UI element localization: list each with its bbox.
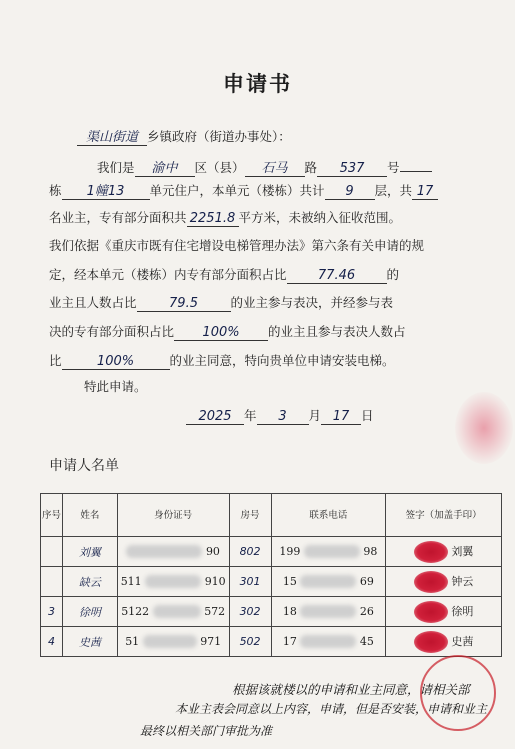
row-id: 51 971 [117,627,229,657]
row-room: 502 [229,627,271,657]
handwritten-note-2: 本业主表会同意以上内容，申请，但是否安装，申请和业主 [175,702,488,716]
row-seq: 3 [41,597,63,627]
addressee-line [77,128,291,146]
line8-suffix: 的业主同意，特向贵单位申请安装电梯。 [169,353,395,368]
header-seq: 序号 [41,494,63,537]
addressee-suffix: 乡镇政府（街道办事处）： [147,129,291,144]
line8-prefix: 比 [49,353,62,368]
row-phone: 18 26 [271,597,386,627]
ratio1-line [49,266,399,284]
building-line [49,182,438,200]
line6-suffix: 的业主参与表决，并经参与表 [230,295,394,310]
redaction [143,635,197,648]
line3-prefix: 名业主，专有部分面积共 [49,210,187,225]
official-seal-icon [420,655,496,731]
ratio2-value: 79.5 [137,295,231,312]
row-room: 302 [229,597,271,627]
date-year: 2025 [186,408,244,425]
line1-tail-blank [400,155,432,172]
district-value: 渝中 [135,160,195,177]
row-sign: 刘翼 [386,537,502,567]
row-phone: 17 45 [271,627,386,657]
line7-prefix: 决的专有部分面积占比 [49,324,175,339]
row-name: 史茜 [62,627,117,657]
row-seq [41,537,63,567]
line2-mid1: 单元住户，本单元（楼栋）共计 [149,183,325,198]
redaction [300,635,356,648]
applicants-heading: 申请人名单 [49,458,119,474]
row-room: 802 [229,537,271,567]
document-title: 申请书 [223,71,292,96]
regulation-line: 我们依据《重庆市既有住宅增设电梯管理办法》第六条有关申请的规 [49,238,425,253]
number-value: 537 [317,160,387,177]
redaction [126,545,202,558]
redaction [300,605,356,618]
row-sign: 钟云 [386,567,502,597]
address-line [97,155,432,177]
row-id: 511 910 [117,567,229,597]
handwritten-note-1: 根据该就楼以的申请和业主同意，请相关部 [232,682,470,697]
row-id: 90 [117,537,229,567]
area-line [49,209,401,227]
header-id: 身份证号 [117,494,229,537]
header-phone: 联系电话 [271,494,386,537]
redaction [304,545,360,558]
date-line [186,407,374,425]
line5-prefix: 定，经本单元（楼栋）内专有部分面积占比 [49,267,287,282]
thumbprint-icon [414,541,448,563]
line6-prefix: 业主且人数占比 [49,295,137,310]
thumbprint-icon [414,631,448,653]
table-header-row [41,494,502,537]
line3-suffix: 平方米，未被纳入征收范围。 [238,210,402,225]
ratio4-line [49,352,395,370]
header-sign: 签字（加盖手印） [386,494,502,537]
table-row [41,567,502,597]
redaction [300,575,356,588]
line1-prefix: 我们是 [97,160,135,175]
ratio3-value: 100% [174,324,268,341]
date-month-label: 月 [308,408,322,423]
handwritten-note-3: 最终以相关部门审批为准 [140,724,273,738]
table-row [41,597,502,627]
table-row [41,537,502,567]
header-name: 姓名 [62,494,117,537]
row-seq [41,567,63,597]
line2-prefix: 栋 [49,183,62,198]
row-phone: 199 98 [271,537,386,567]
thumbprint-icon [414,571,448,593]
floors-value: 9 [325,183,375,200]
area-value: 2251.8 [187,210,239,227]
row-seq: 4 [41,627,63,657]
row-name: 徐明 [62,597,117,627]
line1-mid2: 路 [304,160,318,175]
road-value: 石马 [245,160,305,177]
row-name: 刘翼 [62,537,117,567]
line7-suffix: 的业主且参与表决人数占 [268,324,406,339]
line1-mid1: 区（县） [194,160,245,175]
row-sign: 史茜 [386,627,502,657]
row-sign: 徐明 [386,597,502,627]
redaction [153,605,201,618]
applicants-table [40,493,502,657]
closing-text: 特此申请。 [84,379,147,394]
row-id: 5122 572 [117,597,229,627]
line1-suffix: 号 [387,160,400,175]
ratio1-value: 77.46 [287,267,387,284]
date-year-label: 年 [244,408,257,423]
header-room: 房号 [229,494,271,537]
addressee-handwritten: 渠山街道 [77,129,147,146]
row-phone: 15 69 [271,567,386,597]
line2-mid2: 层，共 [374,183,413,198]
building-value: 1幢13 [62,183,150,200]
row-room: 301 [229,567,271,597]
thumbprint-icon [414,601,448,623]
date-day-label: 日 [361,408,374,423]
line5-suffix: 的 [386,267,400,282]
redaction [145,575,201,588]
owners-value: 17 [412,183,438,200]
ratio2-line [49,294,393,312]
date-month: 3 [257,408,309,425]
ratio4-value: 100% [62,353,170,370]
row-name: 缺云 [62,567,117,597]
table-row [41,627,502,657]
red-smudge [455,392,513,464]
date-day: 17 [321,408,361,425]
ratio3-line [49,323,406,341]
